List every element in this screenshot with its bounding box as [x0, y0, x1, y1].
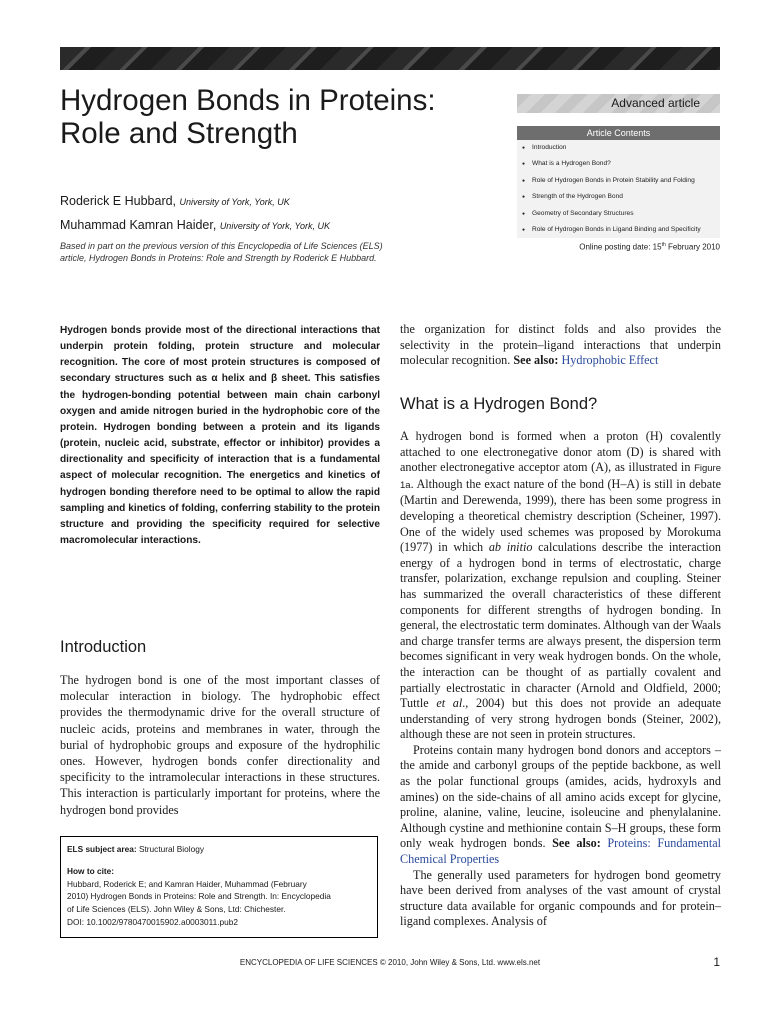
- subject-label: ELS subject area:: [67, 844, 137, 854]
- posting-day-suffix: th: [661, 242, 666, 248]
- article-type-badge: Advanced article: [517, 94, 720, 113]
- page-footer: ENCYCLOPEDIA OF LIFE SCIENCES © 2010, John Wiley & Sons, Ltd. www.els.net: [239, 958, 541, 967]
- posting-date: [500, 242, 720, 252]
- based-on-note: Based in part on the previous version of this Encyclopedia of Life Sciences (ELS) article, Hydrogen Bonds in Proteins: Role and Strength by Roderick E Hubbard.: [60, 241, 383, 263]
- right-column-body: [400, 429, 721, 930]
- what-paragraph-1: [400, 429, 721, 743]
- author-name: Roderick E Hubbard,: [60, 194, 177, 208]
- paragraph-text: A hydrogen bond is formed when a proton (H) covalently attached to one electronegative donor atom (D) is shared with another electronegative acceptor atom (A), as illustrated in: [400, 429, 721, 475]
- right-column-top: [400, 322, 721, 369]
- paragraph-text: . Although the exact nature of the bond (H–A) is still in debate (Martin and Derewenda, 1999), there has been some progress in developing a theoretical chemistry description (Scheiner, 1997). One of the widely used schemes was proposed by Morokuma (1977) in which: [400, 476, 721, 555]
- paragraph-text: calculations describe the interaction energy of a hydrogen bond in terms of electrostatic, charge transfer, polarization, exchange repulsion and coupling. Steiner has summarized the overall characteristics of these different components for different strengths of hydrogen bonding. In general, the electrostatic term dominates. Although van der Waals and charge transfer terms are always present, the dispersion term becomes significant in very weak hydrogen bonds. On the whole, the interaction can be thought of as partially covalent and partially electrostatic in character (Arnold and Oldfield, 2000; Tuttle: [400, 540, 721, 711]
- paragraph-text: ., 2004) but this does not provide an adequate understanding of very strong hydrogen bonds (Steiner, 2002), although these are not seen in protein structures.: [400, 696, 721, 742]
- what-paragraph-2: Proteins contain many hydrogen bond donors and acceptors – the amide and carbonyl groups of the peptide backbone, as well as the polar functional groups (amides, acids, hydroxyls and amines) on the side-chains of all amino acids except for glycine, proline, alanine, valine, leucine, isoleucine and phenylalanine. Although cystine and methionine contain S–H groups, these form only weak hydrogen bonds. See also: Proteins: Fundamental Chemical Properties: [400, 742, 722, 867]
- cite-line: 2010) Hydrogen Bonds in Proteins: Role and Strength. In: Encyclopedia: [67, 891, 331, 902]
- italic-term: et al: [436, 696, 463, 711]
- header-band: [60, 47, 720, 70]
- contents-item[interactable]: ● Role of Hydrogen Bonds in Ligand Binding and Specificity: [517, 222, 720, 238]
- italic-term: ab initio: [488, 540, 533, 555]
- contents-list: [517, 140, 720, 238]
- see-also-link[interactable]: Hydrophobic Effect: [561, 353, 659, 368]
- posting-label: Online posting date:: [579, 242, 651, 252]
- cite-line: of Life Sciences (ELS). John Wiley & Sons, Ltd: Chichester.: [67, 904, 286, 915]
- info-box: [60, 836, 378, 938]
- cite-doi[interactable]: DOI: 10.1002/9780470015902.a0003011.pub2: [67, 916, 239, 927]
- contents-item[interactable]: ● What is a Hydrogen Bond?: [517, 156, 720, 172]
- page-number: 1: [713, 955, 720, 969]
- subject-value: Structural Biology: [138, 844, 204, 854]
- see-also-link[interactable]: Proteins: Fundamental Chemical Properties: [400, 836, 722, 867]
- posting-month-year: February 2010: [667, 242, 720, 252]
- figure-reference[interactable]: Figure 1a: [400, 463, 721, 491]
- paragraph-text: the organization for distinct folds and also provides the selectivity in the protein–ligand interactions that underpin molecular recognition.: [400, 322, 721, 368]
- introduction-paragraph: The hydrogen bond is one of the most important classes of molecular interaction in biology. The hydrophobic effect provides the thermodynamic drive for the overall structure of nucleic acids, proteins and membranes in water, through the burial of hydrophobic groups and exposure of the hydrophilic ones. However, hydrogen bonds confer directionality and specificity to the intramolecular interactions in these structures. This interaction is particularly important for proteins, where the hydrogen bond provides: [60, 673, 380, 817]
- see-also-label: See also: [513, 353, 555, 368]
- see-also-label: See also: [552, 836, 597, 851]
- posting-day: 15: [652, 242, 662, 252]
- continued-paragraph: the organization for distinct folds and also provides the selectivity in the protein–ligand interactions that underpin molecular recognition. See also: Hydrophobic Effect: [400, 322, 721, 368]
- cite-label: How to cite:: [67, 865, 115, 876]
- contents-item[interactable]: ● Role of Hydrogen Bonds in Protein Stability and Folding: [517, 173, 720, 189]
- abstract: Hydrogen bonds provide most of the directional interactions that underpin protein folding, protein structure and molecular recognition. The core of most protein structures is composed of secondary structures such as α helix and β sheet. This satisfies the hydrogen-bonding potential between main chain carbonyl oxygen and amide nitrogen buried in the hydrophobic core of the protein. Hydrogen bonding between a protein and its ligands (protein, nucleic acid, substrate, effector or inhibitor) provides a directionality and specificity of interaction that is a fundamental aspect of molecular recognition. The energetics and kinetics of hydrogen bonding therefore need to be optimal to allow the rapid sampling and kinetics of folding, conferring stability to the protein structure and providing the specificity required for selective macromolecular interactions.: [60, 325, 380, 547]
- author-2: [60, 218, 330, 232]
- contents-heading: Article Contents: [517, 126, 720, 140]
- cite-line: Hubbard, Roderick E; and Kamran Haider, Muhammad (February: [67, 878, 307, 889]
- author-affiliation: University of York, York, UK: [179, 197, 290, 207]
- what-paragraph-3: The generally used parameters for hydrogen bond geometry have been derived from analyses of the vast amount of crystal structure data available for organic compounds and for protein–ligand complexes. Analysis of: [400, 867, 721, 929]
- section-heading-introduction: Introduction: [60, 638, 147, 656]
- author-1: [60, 194, 290, 208]
- article-title: Hydrogen Bonds in Proteins: Role and Strength: [60, 84, 436, 150]
- contents-item[interactable]: ● Geometry of Secondary Structures: [517, 206, 720, 222]
- section-heading-what-is: What is a Hydrogen Bond?: [400, 395, 598, 413]
- paragraph-text: Proteins contain many hydrogen bond donors and acceptors – the amide and carbonyl groups of the peptide backbone, as well as the polar functional groups (amides, acids, hydroxyls and amines) on the side-chains of all amino acids except for glycine, proline, alanine, valine, leucine, isoleucine and phenylalanine. Although cystine and methionine contain S–H groups, these form only weak hydrogen bonds.: [400, 742, 721, 851]
- author-affiliation: University of York, York, UK: [219, 221, 331, 231]
- author-name: Muhammad Kamran Haider,: [60, 218, 217, 232]
- contents-item[interactable]: ● Introduction: [517, 140, 720, 156]
- contents-item[interactable]: ● Strength of the Hydrogen Bond: [517, 189, 720, 205]
